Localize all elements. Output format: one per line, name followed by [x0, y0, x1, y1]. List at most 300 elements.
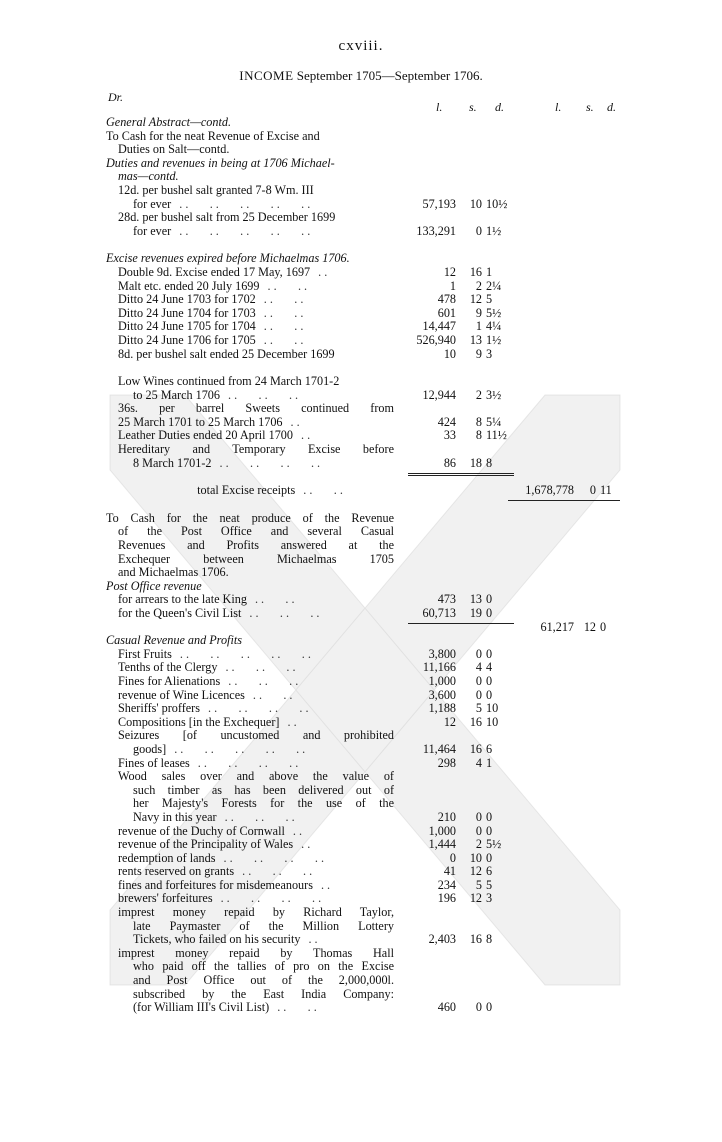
- ledger-row: [0, 130, 722, 144]
- col-head-shillings-2: s.: [586, 100, 594, 114]
- row-label: [118, 906, 394, 920]
- ledger-row: [0, 593, 722, 607]
- amount-shillings: 10: [469, 196, 482, 211]
- row-label: [118, 865, 394, 879]
- leader-dots: . . . .: [252, 688, 293, 702]
- amount-pounds: 3,600: [428, 687, 456, 702]
- row-label-text: Malt etc. ended 20 July 1699: [118, 279, 260, 293]
- row-label-text: Sheriffs' proffers: [118, 702, 200, 716]
- ledger-row: [0, 648, 722, 662]
- leader-dots: . . . . . . . . . .: [179, 197, 311, 211]
- row-label: [118, 293, 394, 307]
- ledger-row: [0, 512, 722, 526]
- row-label: [118, 757, 394, 771]
- row-label: [133, 389, 394, 403]
- row-label: [133, 743, 394, 757]
- row-label: [118, 429, 394, 443]
- row-label: [118, 443, 394, 457]
- row-label-text: Wood sales over and above the value of: [118, 770, 394, 784]
- total-pence: 0: [600, 619, 607, 634]
- row-label-text: 8d. per bushel salt ended 25 December 1699: [118, 347, 335, 361]
- row-label: [133, 784, 394, 798]
- amount-shillings: 12: [469, 292, 482, 307]
- ledger-row: [0, 811, 722, 825]
- amount-pence: 3: [486, 891, 493, 906]
- row-label: [118, 729, 394, 743]
- row-label-text: of the Post Office and several Casual: [118, 525, 394, 539]
- row-label-text: To Cash for the neat produce of the Revenue: [106, 511, 394, 525]
- ledger-row: [0, 184, 722, 198]
- row-label-text: imprest money repaid by Thomas Hall: [118, 946, 394, 960]
- ledger-row: [0, 416, 722, 430]
- amount-shillings: 12: [469, 891, 482, 906]
- row-label: [118, 947, 394, 961]
- amount-pence: 1½: [486, 223, 502, 238]
- row-label-text: total Excise receipts: [197, 484, 296, 498]
- row-label: [133, 811, 394, 825]
- row-label: [118, 539, 394, 553]
- ledger-row: [0, 838, 722, 852]
- row-label-text: General Abstract—contd.: [106, 116, 232, 129]
- row-label-text: Casual Revenue and Profits: [106, 634, 242, 648]
- total-shillings: 12: [583, 619, 596, 634]
- leader-dots: . . . . . . . . . .: [174, 742, 306, 756]
- amount-pounds: 1,000: [428, 823, 456, 838]
- ledger-row: [0, 143, 722, 157]
- row-label: [106, 130, 394, 144]
- ledger-row: [0, 539, 722, 553]
- row-label-text: such timber as has been delivered out of: [133, 783, 394, 797]
- row-label-text: redemption of lands: [118, 851, 216, 865]
- ledger-row: [0, 443, 722, 457]
- amount-pounds: 460: [437, 1000, 456, 1015]
- leader-dots: . . . .: [263, 333, 304, 347]
- amount-pounds: 12: [443, 264, 456, 279]
- amount-pence: 1: [486, 755, 493, 770]
- ledger-row: [0, 621, 722, 635]
- row-label-text: goods]: [133, 742, 167, 756]
- col-head-pounds-2: l.: [555, 100, 562, 114]
- ledger-row: [0, 743, 722, 757]
- leader-dots: . .: [290, 415, 300, 429]
- row-label: [133, 457, 394, 471]
- amount-shillings: 2: [475, 278, 482, 293]
- amount-pounds: 1,000: [428, 673, 456, 688]
- leader-dots: . . . .: [263, 320, 304, 334]
- amount-pounds: 1,188: [428, 701, 456, 716]
- amount-pence: 8: [486, 455, 493, 470]
- amount-pence: 0: [486, 687, 493, 702]
- row-label: [118, 852, 394, 866]
- row-label: [118, 689, 394, 703]
- total-pounds: 1,678,778: [525, 483, 574, 498]
- leader-dots: . .: [301, 838, 311, 852]
- row-label-text: 25 March 1701 to 25 March 1706: [118, 415, 283, 429]
- ledger-row: [0, 280, 722, 294]
- col-head-pence-1: d.: [495, 100, 504, 114]
- ledger-row: [0, 157, 722, 171]
- row-label: [133, 974, 394, 988]
- ledger-row: [0, 974, 722, 988]
- page-heading: [0, 68, 722, 84]
- leader-dots: . . . . . . . .: [207, 702, 309, 716]
- row-label-text: Excise revenues expired before Michaelmas 1706.: [106, 252, 350, 266]
- row-label: [118, 402, 394, 416]
- leader-dots: . . . . . . . .: [223, 851, 325, 865]
- row-label: [118, 825, 394, 839]
- row-label: [118, 170, 394, 184]
- amount-pounds: 41: [443, 864, 456, 879]
- sum-rule: [408, 623, 514, 624]
- amount-shillings: 0: [475, 687, 482, 702]
- amount-pounds: 2,403: [428, 932, 456, 947]
- leader-dots: . . . .: [263, 306, 304, 320]
- amount-pence: 0: [486, 1000, 493, 1015]
- ledger-row: [0, 757, 722, 771]
- ledger-row: [0, 933, 722, 947]
- ledger-row: [0, 797, 722, 811]
- ledger-row: [0, 402, 722, 416]
- leader-dots: . . . .: [303, 484, 343, 498]
- ledger-row: [0, 920, 722, 934]
- row-label: [106, 157, 394, 171]
- ledger-row: [0, 702, 722, 716]
- leader-dots: . . . .: [267, 279, 308, 293]
- amount-shillings: 9: [475, 346, 482, 361]
- amount-shillings: 0: [475, 673, 482, 688]
- ledger-row: [0, 865, 722, 879]
- amount-shillings: 5: [475, 877, 482, 892]
- amount-shillings: 9: [475, 305, 482, 320]
- amount-shillings: 8: [475, 428, 482, 443]
- row-label: [133, 797, 394, 811]
- ledger-row: [0, 429, 722, 443]
- ledger-row: [0, 784, 722, 798]
- amount-pence: 5¼: [486, 414, 502, 429]
- leader-dots: . . . . . . . . . .: [179, 647, 311, 661]
- row-label-text: To Cash for the neat Revenue of Excise and: [106, 129, 320, 143]
- row-label: [118, 838, 394, 852]
- row-label: [118, 607, 394, 621]
- amount-pence: 10½: [486, 196, 508, 211]
- sum-rule: [508, 500, 620, 501]
- row-label: [106, 512, 394, 526]
- amount-shillings: 8: [475, 414, 482, 429]
- amount-pence: 4: [486, 660, 493, 675]
- leader-dots: . . . . . .: [249, 607, 320, 620]
- row-label: [133, 198, 394, 212]
- amount-pounds: 210: [437, 809, 456, 824]
- debit-marker: Dr.: [108, 90, 124, 104]
- amount-shillings: 0: [475, 1000, 482, 1015]
- row-label: [133, 988, 394, 1002]
- amount-pence: 8: [486, 932, 493, 947]
- amount-pounds: 10: [443, 346, 456, 361]
- ledger-row: [0, 389, 722, 403]
- row-label-text: 28d. per bushel salt from 25 December 1699: [118, 211, 336, 225]
- ledger-row: [0, 116, 722, 130]
- col-head-pounds-1: l.: [436, 100, 443, 114]
- amount-pounds: 12,944: [422, 387, 456, 402]
- amount-pounds: 14,447: [422, 319, 456, 334]
- row-label: [118, 280, 394, 294]
- ledger-row: [0, 1001, 722, 1015]
- amount-pence: 0: [486, 646, 493, 661]
- leader-dots: . .: [287, 715, 297, 729]
- amount-pounds: 526,940: [416, 332, 456, 347]
- row-label: [118, 770, 394, 784]
- ledger-row: [0, 525, 722, 539]
- row-label-text: for ever: [133, 224, 172, 238]
- row-label: [118, 661, 394, 675]
- leader-dots: . . . . . .: [242, 865, 313, 879]
- leader-dots: . .: [320, 878, 331, 892]
- amount-shillings: 18: [469, 455, 482, 470]
- ledger-row: [0, 906, 722, 920]
- amount-pence: 3: [486, 346, 493, 361]
- row-label-text: First Fruits: [118, 647, 172, 661]
- ledger-row: [0, 892, 722, 906]
- amount-pounds: 424: [437, 414, 456, 429]
- ledger-row: [0, 634, 722, 648]
- sum-rule: [408, 473, 514, 476]
- leader-dots: . . . .: [254, 593, 295, 607]
- row-label-text: revenue of Wine Licences: [118, 688, 245, 702]
- amount-pence: 0: [486, 850, 493, 865]
- row-label-text: Fines for Alienations: [118, 674, 221, 688]
- row-label-text: Post Office revenue: [106, 579, 202, 593]
- amount-pence: 4¼: [486, 319, 502, 334]
- ledger-row: [0, 960, 722, 974]
- row-label-text: Leather Duties ended 20 April 1700: [118, 429, 293, 443]
- amount-pence: 0: [486, 592, 493, 607]
- ledger-row: [0, 484, 722, 498]
- row-label-text: 8 March 1701-2: [133, 456, 212, 470]
- total-shillings: 0: [589, 483, 596, 498]
- row-label: [106, 252, 394, 266]
- amount-pounds: 234: [437, 877, 456, 892]
- amount-shillings: 16: [469, 264, 482, 279]
- total-pounds: 61,217: [540, 619, 574, 634]
- heading-caps: INCOME: [239, 68, 294, 83]
- row-label-text: Tenths of the Clergy: [118, 661, 218, 675]
- amount-pence: 5: [486, 292, 493, 307]
- page-number: cxviii.: [338, 38, 384, 54]
- row-label-text: for ever: [133, 197, 172, 211]
- row-label-text: Tickets, who failed on his security: [133, 933, 301, 947]
- row-label: [118, 525, 394, 539]
- ledger-row: [0, 675, 722, 689]
- ledger-row: [0, 689, 722, 703]
- amount-pounds: 1,444: [428, 837, 456, 852]
- row-label: [118, 348, 394, 362]
- row-label: [133, 225, 394, 239]
- row-label-text: Ditto 24 June 1705 for 1704: [118, 320, 256, 334]
- amount-pounds: 57,193: [422, 196, 456, 211]
- row-label-text: who paid off the tallies of pro on the Excise: [133, 960, 394, 974]
- row-label: [106, 634, 394, 648]
- ledger-row: [0, 320, 722, 334]
- amount-pence: 3½: [486, 387, 502, 402]
- amount-pounds: 33: [443, 428, 456, 443]
- col-head-shillings-1: s.: [469, 100, 477, 114]
- row-label-text: Ditto 24 June 1703 for 1702: [118, 293, 256, 307]
- amount-pounds: 11,464: [422, 741, 456, 756]
- amount-pounds: 86: [443, 455, 456, 470]
- amount-shillings: 10: [469, 850, 482, 865]
- row-label: [118, 416, 394, 430]
- row-label-text: Navy in this year: [133, 810, 217, 824]
- ledger-row: [0, 729, 722, 743]
- row-label: [133, 920, 394, 934]
- amount-pounds: 11,166: [422, 660, 456, 675]
- row-label-text: Ditto 24 June 1706 for 1705: [118, 333, 256, 347]
- row-label-text: her Majesty's Forests for the use of the: [133, 797, 394, 811]
- amount-shillings: 2: [475, 837, 482, 852]
- row-label: [106, 580, 394, 594]
- row-label: [118, 675, 394, 689]
- row-label-text: and Michaelmas 1706.: [118, 566, 229, 580]
- ledger-row: [0, 334, 722, 348]
- amount-pounds: 298: [437, 755, 456, 770]
- row-label: [133, 960, 394, 974]
- leader-dots: . . . . . .: [228, 674, 299, 688]
- ledger-row: [0, 607, 722, 621]
- leader-dots: . . . .: [263, 293, 304, 307]
- row-label-text: Revenues and Profits answered at the: [118, 539, 394, 553]
- row-label: [118, 375, 394, 389]
- row-label: [118, 184, 394, 198]
- row-label: [106, 116, 394, 130]
- amount-pence: 5: [486, 877, 493, 892]
- row-label-text: brewers' forfeitures: [118, 892, 213, 906]
- row-label: [118, 593, 394, 607]
- row-label: [118, 648, 394, 662]
- amount-pence: 10: [486, 701, 499, 716]
- amount-pounds: 3,800: [428, 646, 456, 661]
- row-label: [118, 266, 394, 280]
- amount-shillings: 5: [475, 701, 482, 716]
- amount-shillings: 16: [469, 932, 482, 947]
- row-label: [118, 334, 394, 348]
- row-label-text: Double 9d. Excise ended 17 May, 1697: [118, 265, 311, 279]
- ledger-row: [0, 348, 722, 362]
- amount-shillings: 16: [469, 714, 482, 729]
- leader-dots: . . . . . . . .: [220, 892, 322, 906]
- heading-dates: September 1705—September 1706.: [293, 68, 483, 83]
- ledger-row: [0, 457, 722, 471]
- row-label: [118, 211, 394, 225]
- row-label: [118, 307, 394, 321]
- amount-pence: 2¼: [486, 278, 502, 293]
- row-label-text: 12d. per bushel salt granted 7-8 Wm. III: [118, 183, 314, 197]
- amount-pence: 5½: [486, 837, 502, 852]
- row-label: [118, 566, 394, 580]
- row-label-text: fines and forfeitures for misdemeanours: [118, 878, 313, 892]
- ledger-row: [0, 879, 722, 893]
- ledger-row: [0, 947, 722, 961]
- ledger-row: [0, 770, 722, 784]
- amount-shillings: 19: [469, 606, 482, 620]
- amount-pounds: 196: [437, 891, 456, 906]
- ledger-row: [0, 580, 722, 594]
- amount-pence: 11½: [486, 428, 507, 443]
- amount-shillings: 4: [475, 755, 482, 770]
- ledger-row: [0, 661, 722, 675]
- leader-dots: . . . .: [277, 1001, 317, 1015]
- leader-dots: . .: [308, 933, 318, 947]
- leader-dots: . . . . . .: [225, 661, 296, 675]
- amount-shillings: 4: [475, 660, 482, 675]
- row-label-text: rents reserved on grants: [118, 865, 235, 879]
- ledger-row: [0, 225, 722, 239]
- row-label-text: Ditto 24 June 1704 for 1703: [118, 306, 256, 320]
- leader-dots: . .: [300, 429, 311, 443]
- amount-pence: 0: [486, 606, 493, 620]
- leader-dots: . . . . . .: [228, 388, 299, 402]
- amount-pence: 0: [486, 823, 493, 838]
- row-label: [140, 484, 400, 498]
- amount-shillings: 0: [475, 646, 482, 661]
- leader-dots: . .: [292, 824, 302, 838]
- row-label-text: late Paymaster of the Million Lottery: [133, 919, 394, 933]
- ledger-row: [0, 553, 722, 567]
- amount-shillings: 0: [475, 223, 482, 238]
- amount-pounds: 0: [449, 850, 456, 865]
- amount-pence: 1: [486, 264, 493, 279]
- row-label: [118, 320, 394, 334]
- ledger-row: [0, 170, 722, 184]
- row-label: [118, 553, 394, 567]
- leader-dots: . . . . . .: [224, 810, 295, 824]
- ledger-body: [0, 116, 722, 1015]
- ledger-row: [0, 198, 722, 212]
- amount-pence: 1½: [486, 332, 502, 347]
- amount-pounds: 133,291: [416, 223, 456, 238]
- ledger-row: [0, 375, 722, 389]
- amount-pounds: 12: [443, 714, 456, 729]
- amount-pounds: 601: [437, 305, 456, 320]
- row-label-text: Hereditary and Temporary Excise before: [118, 443, 394, 457]
- amount-shillings: 2: [475, 387, 482, 402]
- ledger-row: [0, 211, 722, 225]
- row-label: [133, 933, 394, 947]
- amount-shillings: 13: [469, 332, 482, 347]
- leader-dots: . . . . . . . .: [197, 756, 299, 770]
- row-label-text: mas—contd.: [118, 170, 179, 184]
- row-label-text: subscribed by the East India Company:: [133, 987, 394, 1001]
- amount-pence: 0: [486, 673, 493, 688]
- row-label: [133, 1001, 394, 1015]
- amount-pounds: 1: [449, 278, 456, 293]
- row-label-text: for arrears to the late King: [118, 593, 247, 607]
- amount-pence: 6: [486, 741, 493, 756]
- row-label: [118, 879, 394, 893]
- row-label-text: to 25 March 1706: [133, 388, 220, 402]
- row-label-text: Fines of leases: [118, 756, 190, 770]
- total-pence: 11: [600, 483, 612, 498]
- amount-pounds: 478: [437, 292, 456, 307]
- amount-shillings: 13: [469, 592, 482, 607]
- amount-shillings: 1: [475, 319, 482, 334]
- row-label-text: and Post Office out of the 2,000,000l.: [133, 974, 394, 988]
- ledger-row: [0, 825, 722, 839]
- row-label: [118, 143, 394, 157]
- row-label-text: Duties on Salt—contd.: [118, 143, 230, 157]
- amount-pence: 5½: [486, 305, 502, 320]
- row-label-text: revenue of the Principality of Wales: [118, 838, 294, 852]
- amount-pounds: 473: [437, 592, 456, 607]
